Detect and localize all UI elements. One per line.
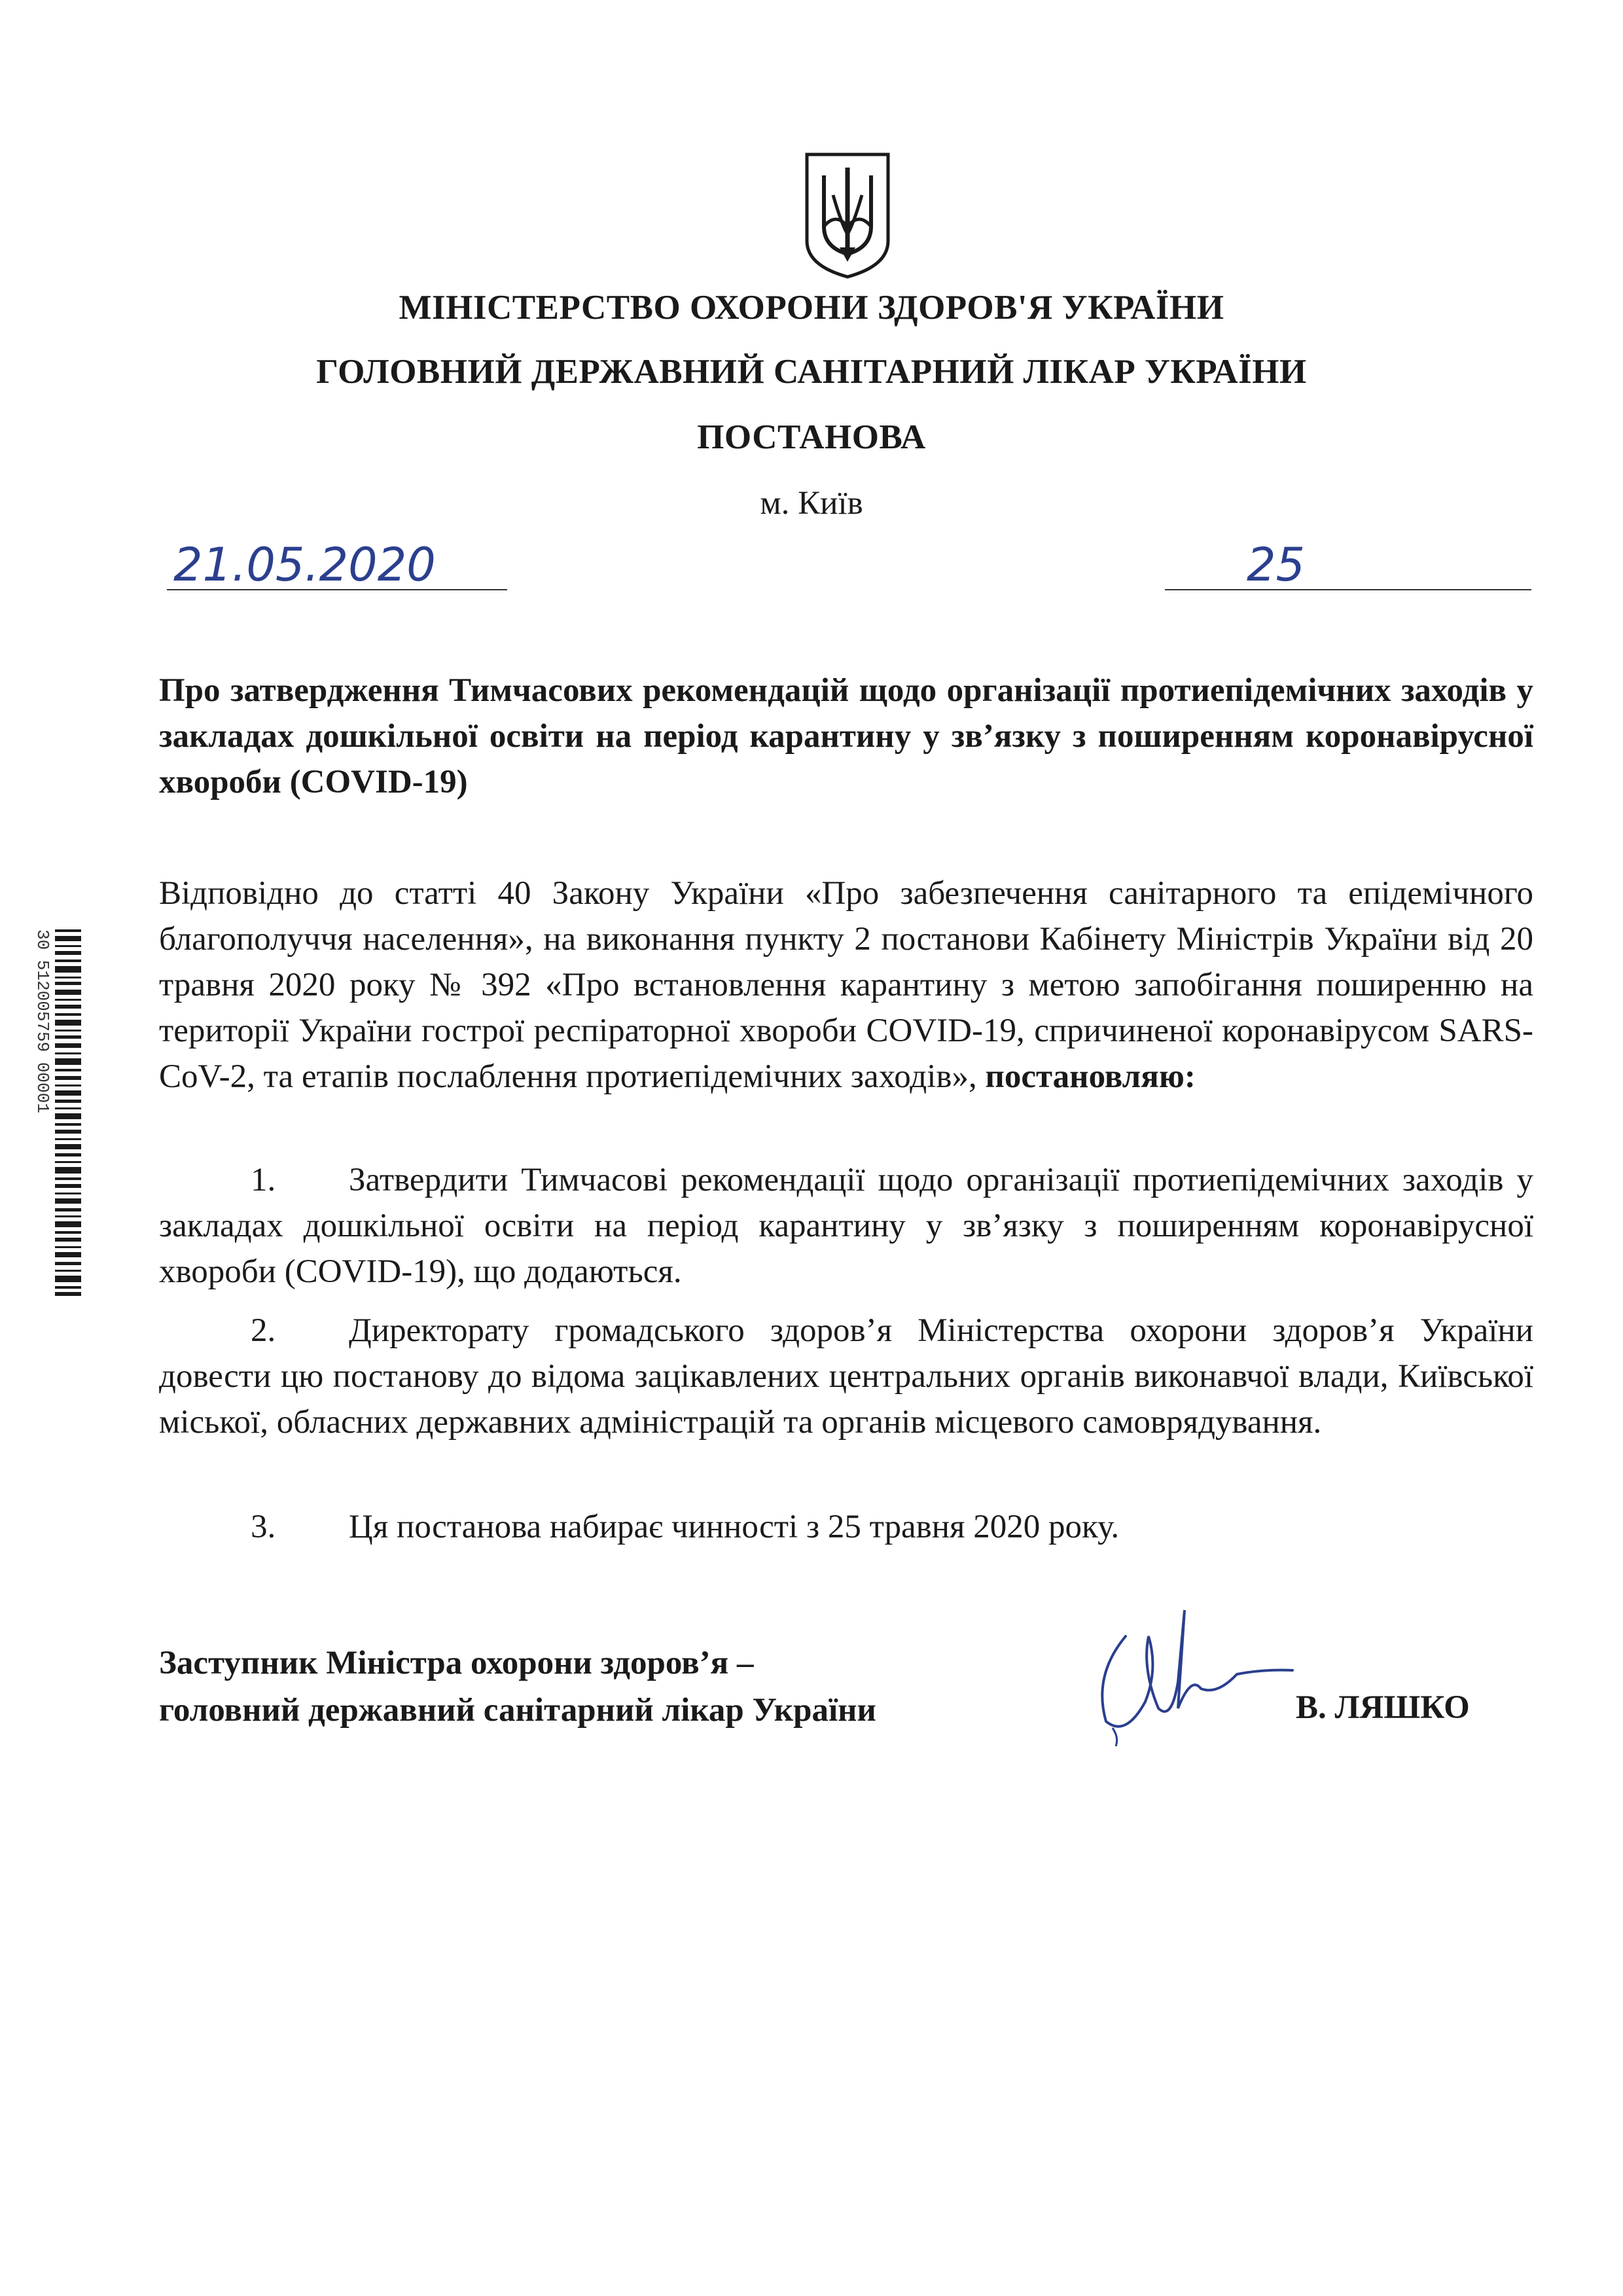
ministry-heading: МІНІСТЕРСТВО ОХОРОНИ ЗДОРОВ'Я УКРАЇНИ (399, 289, 1224, 327)
chief-heading: ГОЛОВНИЙ ДЕРЖАВНИЙ САНІТАРНИЙ ЛІКАР УКРАЇНИ (316, 353, 1307, 391)
item-number: 1. (251, 1162, 276, 1198)
document-date: 21.05.2020 (173, 538, 436, 592)
item-number: 2. (251, 1312, 276, 1349)
number-underline (1165, 589, 1531, 590)
signer-name: В. ЛЯШКО (1296, 1689, 1470, 1726)
handwritten-signature-icon (1086, 1597, 1296, 1748)
barcode-number: 30 512005759 00001 (33, 929, 52, 1113)
date-underline (167, 589, 507, 590)
document-title: Про затвердження Тимчасових рекомендацій щодо організації протиепідемічних заходів у закладах дошкільної освіти на період карантину у зв’язку з поширенням коронавірусної хвороби (COVID-19) (159, 672, 1533, 800)
resolve-word: постановляю: (985, 1058, 1196, 1095)
signer-title-line-2: головний державний санітарний лікар України (159, 1692, 876, 1729)
item-text: Затвердити Тимчасові рекомендації щодо організації протиепідемічних заходів у закладах дошкільної освіти на період карантину у зв’язку з поширенням коронавірусної хвороби (COVID-19), що додаються. (159, 1162, 1533, 1290)
city-line: м. Київ (760, 485, 863, 522)
signer-title-line-1: Заступник Міністра охорони здоров’я – (159, 1645, 754, 1681)
item-text: Директорату громадського здоров’я Міністерства охорони здоров’я України довести цю постанову до відома зацікавлених центральних органів виконавчої влади, Київської міської, обласних державних адміністрацій та органів місцевого самоврядування. (159, 1312, 1533, 1441)
preamble-text: Відповідно до статті 40 Закону України «Про забезпечення санітарного та епідемічного благополуччя населення», на виконання пункту 2 постанови Кабінету Міністрів України від 20 травня 2020 року № 392 «Про встановлення карантину з метою запобігання поширенню на території України гострої респіраторної хвороби COVID-19, спричиненої коронавірусом SARS-CoV-2, та етапів послаблення протиепідемічних заходів», (159, 875, 1533, 1095)
item-number: 3. (251, 1509, 276, 1545)
list-item (159, 1504, 1533, 1550)
list-item (159, 1157, 1533, 1295)
preamble-paragraph (159, 870, 1533, 1100)
item-text: Ця постанова набирає чинності з 25 травня 2020 року. (349, 1509, 1120, 1545)
trident-emblem-icon (802, 149, 893, 280)
document-type-heading: ПОСТАНОВА (697, 418, 926, 456)
list-item (159, 1308, 1533, 1445)
document-number: 25 (1247, 538, 1306, 592)
